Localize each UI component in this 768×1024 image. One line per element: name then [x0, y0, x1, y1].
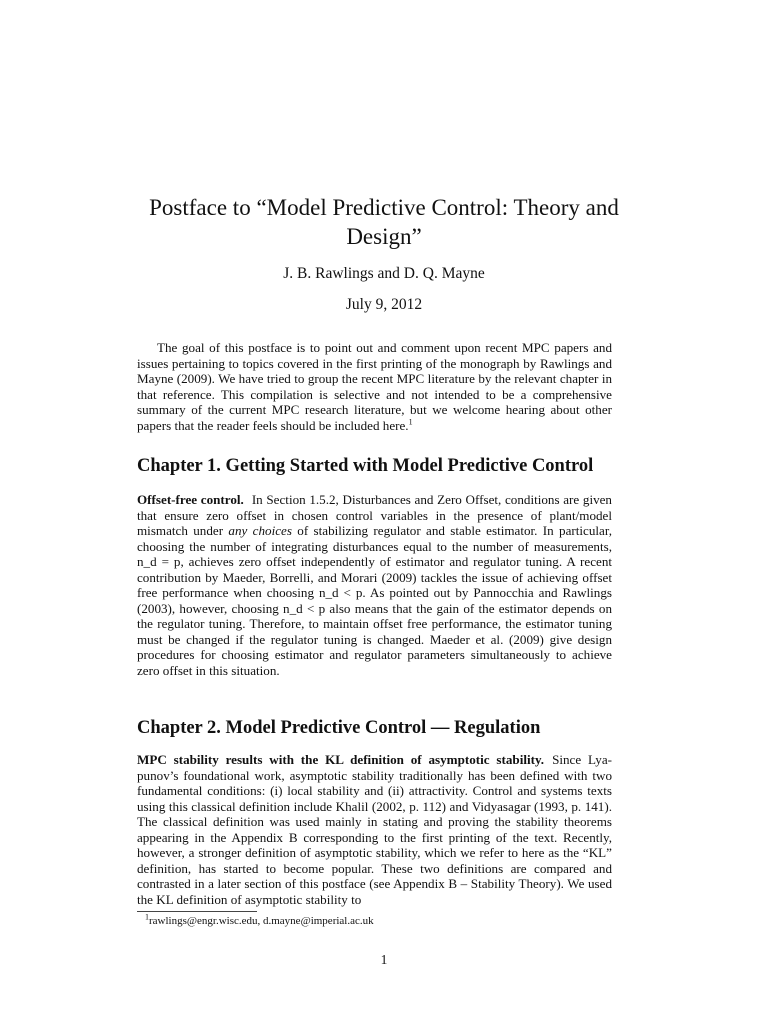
chapter-2-paragraph — [137, 752, 612, 907]
footnote-marker: 1 — [408, 417, 413, 427]
publication-date: July 9, 2012 — [345, 296, 423, 313]
abstract-paragraph — [137, 340, 612, 433]
footnote — [145, 912, 374, 927]
chapter-2-text: Since Lyapunov’s foundational work, asymptotic stability traditionally has been defined with two fundamental conditions: (i) local stability and (ii) attractivity. Control and systems texts using this classical definition include Khalil (2002, p. 112) and Vidyasagar (1993, p. 141). The classical definition was used mainly in stating and proving the stability theorems appearing in the Appendix B corresponding to the first printing of the text. Recently, however, a stronger definition of asymptotic stability, which we refer to here as the “KL” definition, has started to become popular. These two definitions are compared and contrasted in a later section of this postface (see Appendix B – Stability Theory). We used the KL definition of asymptotic stability to — [137, 752, 613, 907]
paper-title: Postface to “Model Predictive Control: Theory and Design” — [149, 195, 619, 249]
chapter-2-heading: Chapter 2. Model Predictive Control — Regulation — [137, 718, 541, 738]
chapter-1-paragraph — [137, 492, 612, 678]
footnote-emails: rawlings@engr.wisc.edu, d.mayne@imperial.ac.uk — [149, 915, 374, 927]
kl-stability-runin: MPC stability results with the KL definition of asymptotic stability. — [137, 752, 545, 767]
offset-free-control-runin: Offset-free control. — [137, 492, 244, 507]
abstract-text: The goal of this postface is to point out and comment upon recent MPC papers and issues pertaining to topics covered in the first printing of the monograph by Rawlings and Mayne (2009). We have tried to group the recent MPC literature by the relevant chapter in that reference. This compilation is selective and not intended to be a comprehensive summary of the current MPC research literature, but we welcome hearing about other papers that the reader feels should be included here. — [137, 340, 612, 433]
chapter-1-emphasis: any choices — [228, 523, 292, 538]
footnote-rule — [137, 911, 257, 912]
footnote-number: 1 — [145, 912, 149, 922]
chapter-1-text-b: of stabilizing regulator and stable estimator. In particular, choosing the number of integrating disturbances equal to the number of measurements, n_d = p, achieves zero offset independently of estimator and regulator tuning. A recent contribution by Maeder, Borrelli, and Morari (2009) tackles the issue of achieving offset free performance when choosing n_d < p. As pointed out by Pannocchia and Rawlings (2003), however, choosing n_d < p also means that the gain of the estimator depends on the regulator tuning. Therefore, to maintain offset free performance, the estimator tuning must be changed if the regulator tuning is changed. Maeder et al. (2009) give design procedures for choosing estimator and regulator parameters simultaneously to achieve zero offset in this situation. — [137, 523, 612, 678]
page-number: 1 — [380, 952, 388, 967]
chapter-1-heading: Chapter 1. Getting Started with Model Predictive Control — [137, 456, 594, 476]
chapter-1-text-a: In Section 1.5.2, Disturbances and Zero Offset, conditions are given that ensure zero offset in chosen control variables in the presence of plant/model mismatch under — [137, 492, 612, 538]
author-line: J. B. Rawlings and D. Q. Mayne — [283, 265, 485, 282]
